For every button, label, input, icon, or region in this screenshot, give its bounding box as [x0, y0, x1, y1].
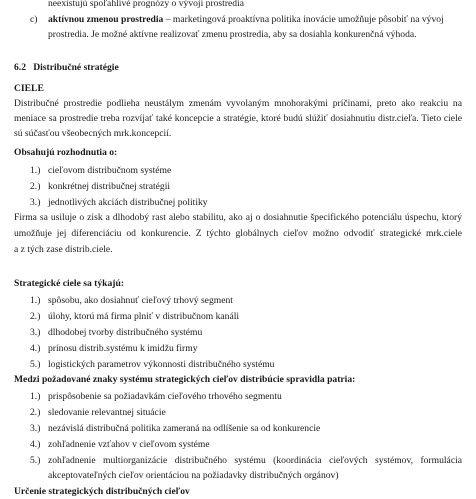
goals-para-2: meniace sa prostredie treba rozvíjať také koncepcie a stratégie, ktoré budú slúžiť dosiahnutiu distr.cieľa. Tieto ciele [14, 113, 462, 124]
requirement-marker: 2.) [30, 407, 41, 418]
strategic-marker: 3.) [30, 327, 41, 338]
requirement-item: nezávislá distribučná politika zameraná na odlíšenie sa od konkurencie [48, 423, 321, 434]
strategic-item: úlohy, ktorú má firma plniť v distribučnom kanáli [48, 311, 240, 322]
strategic-item: prínosu distrib.systému k imidžu firmy [48, 343, 198, 354]
strategic-item: spôsobu, ako dosiahnuť cieľový trhový segment [48, 295, 233, 306]
item-c-marker: c) [30, 14, 38, 25]
requirements-heading: Medzi požadované znaky systému strategických cieľov distribúcie spravidla patria: [14, 374, 356, 385]
goals-para-3: sú súčasťou všeobecných mrk.koncepcií. [14, 128, 172, 139]
requirement-marker: 4.) [30, 439, 41, 450]
section-heading [14, 61, 462, 75]
decision-item: cieľovom distribučnom systéme [48, 165, 172, 176]
strategic-marker: 5.) [30, 359, 41, 370]
decision-marker: 2.) [30, 181, 41, 192]
strategic-marker: 1.) [30, 295, 41, 306]
decision-item: konkrétnej distribučnej stratégii [48, 181, 171, 192]
decision-item: jednotlivých akciách distribučnej politiky [48, 197, 208, 208]
strategic-item: logistických parametrov výkonnosti distribučného systému [48, 359, 275, 370]
firm-para-3: a z tých zase distrib.ciele. [14, 244, 113, 255]
section-number: 6.2 [14, 62, 26, 73]
firm-para-1: Firma sa usiluje o zisk a dlhodobý rast alebo stabilitu, ako aj o dosiahnutie špecifického potenciálu úspechu, ktorý [14, 212, 462, 223]
strategic-heading: Strategické ciele sa týkajú: [14, 278, 125, 289]
decision-marker: 1.) [30, 165, 41, 176]
requirement-marker: 1.) [30, 391, 41, 402]
intro-tail-line: neexistujú spoľahlivé prognózy o vývoji prostredia [48, 0, 245, 9]
cut-off-heading: Určenie strategických distribučných cieľov [14, 486, 190, 497]
goals-para-1: Distribučné prostredie podlieha neustálym zmenám vyvolaným mnohorakými príčinami, preto ako reakciu na [14, 98, 462, 109]
firm-para-2: umožňuje jej diferenciáciu od konkurencie. Z týchto globálnych cieľov možno odvodiť strategické mrk.ciele [14, 228, 462, 239]
requirement-marker: 5.) [30, 455, 41, 466]
item-c-text-2: prostredia. Je možné aktívne realizovať zmenu prostredia, aby sa dosiahla konkurenčná výhoda. [48, 29, 417, 40]
requirement-item: zohľadnenie vzťahov v cieľovom systéme [48, 439, 210, 450]
item-c-text-1: – marketingová proaktívna politika inovácie umožňuje pôsobiť na vývoj [163, 14, 444, 25]
decision-marker: 3.) [30, 197, 41, 208]
item-c-line [48, 13, 462, 27]
requirement-item: zohľadnenie multiorganizácie distribučného systému (koordinácia cieľových systémov, formulácia [48, 455, 462, 466]
strategic-marker: 4.) [30, 343, 41, 354]
requirement-item-continuation: akceptovateľných cieľov orientáciou na požiadavky distribučných orgánov) [48, 470, 339, 481]
strategic-marker: 2.) [30, 311, 41, 322]
goals-heading: CIELE [14, 83, 44, 94]
requirement-item: sledovanie relevantnej situácie [48, 407, 166, 418]
strategic-item: dlhodobej tvorby distribučného systému [48, 327, 203, 338]
item-c-term: aktívnou zmenou prostredia [48, 14, 164, 25]
decisions-heading: Obsahujú rozhodnutia o: [14, 147, 118, 158]
requirement-marker: 3.) [30, 423, 41, 434]
section-title: Distribučné stratégie [33, 62, 119, 73]
requirement-item: prispôsobenie sa požiadavkám cieľového trhového segmentu [48, 391, 282, 402]
